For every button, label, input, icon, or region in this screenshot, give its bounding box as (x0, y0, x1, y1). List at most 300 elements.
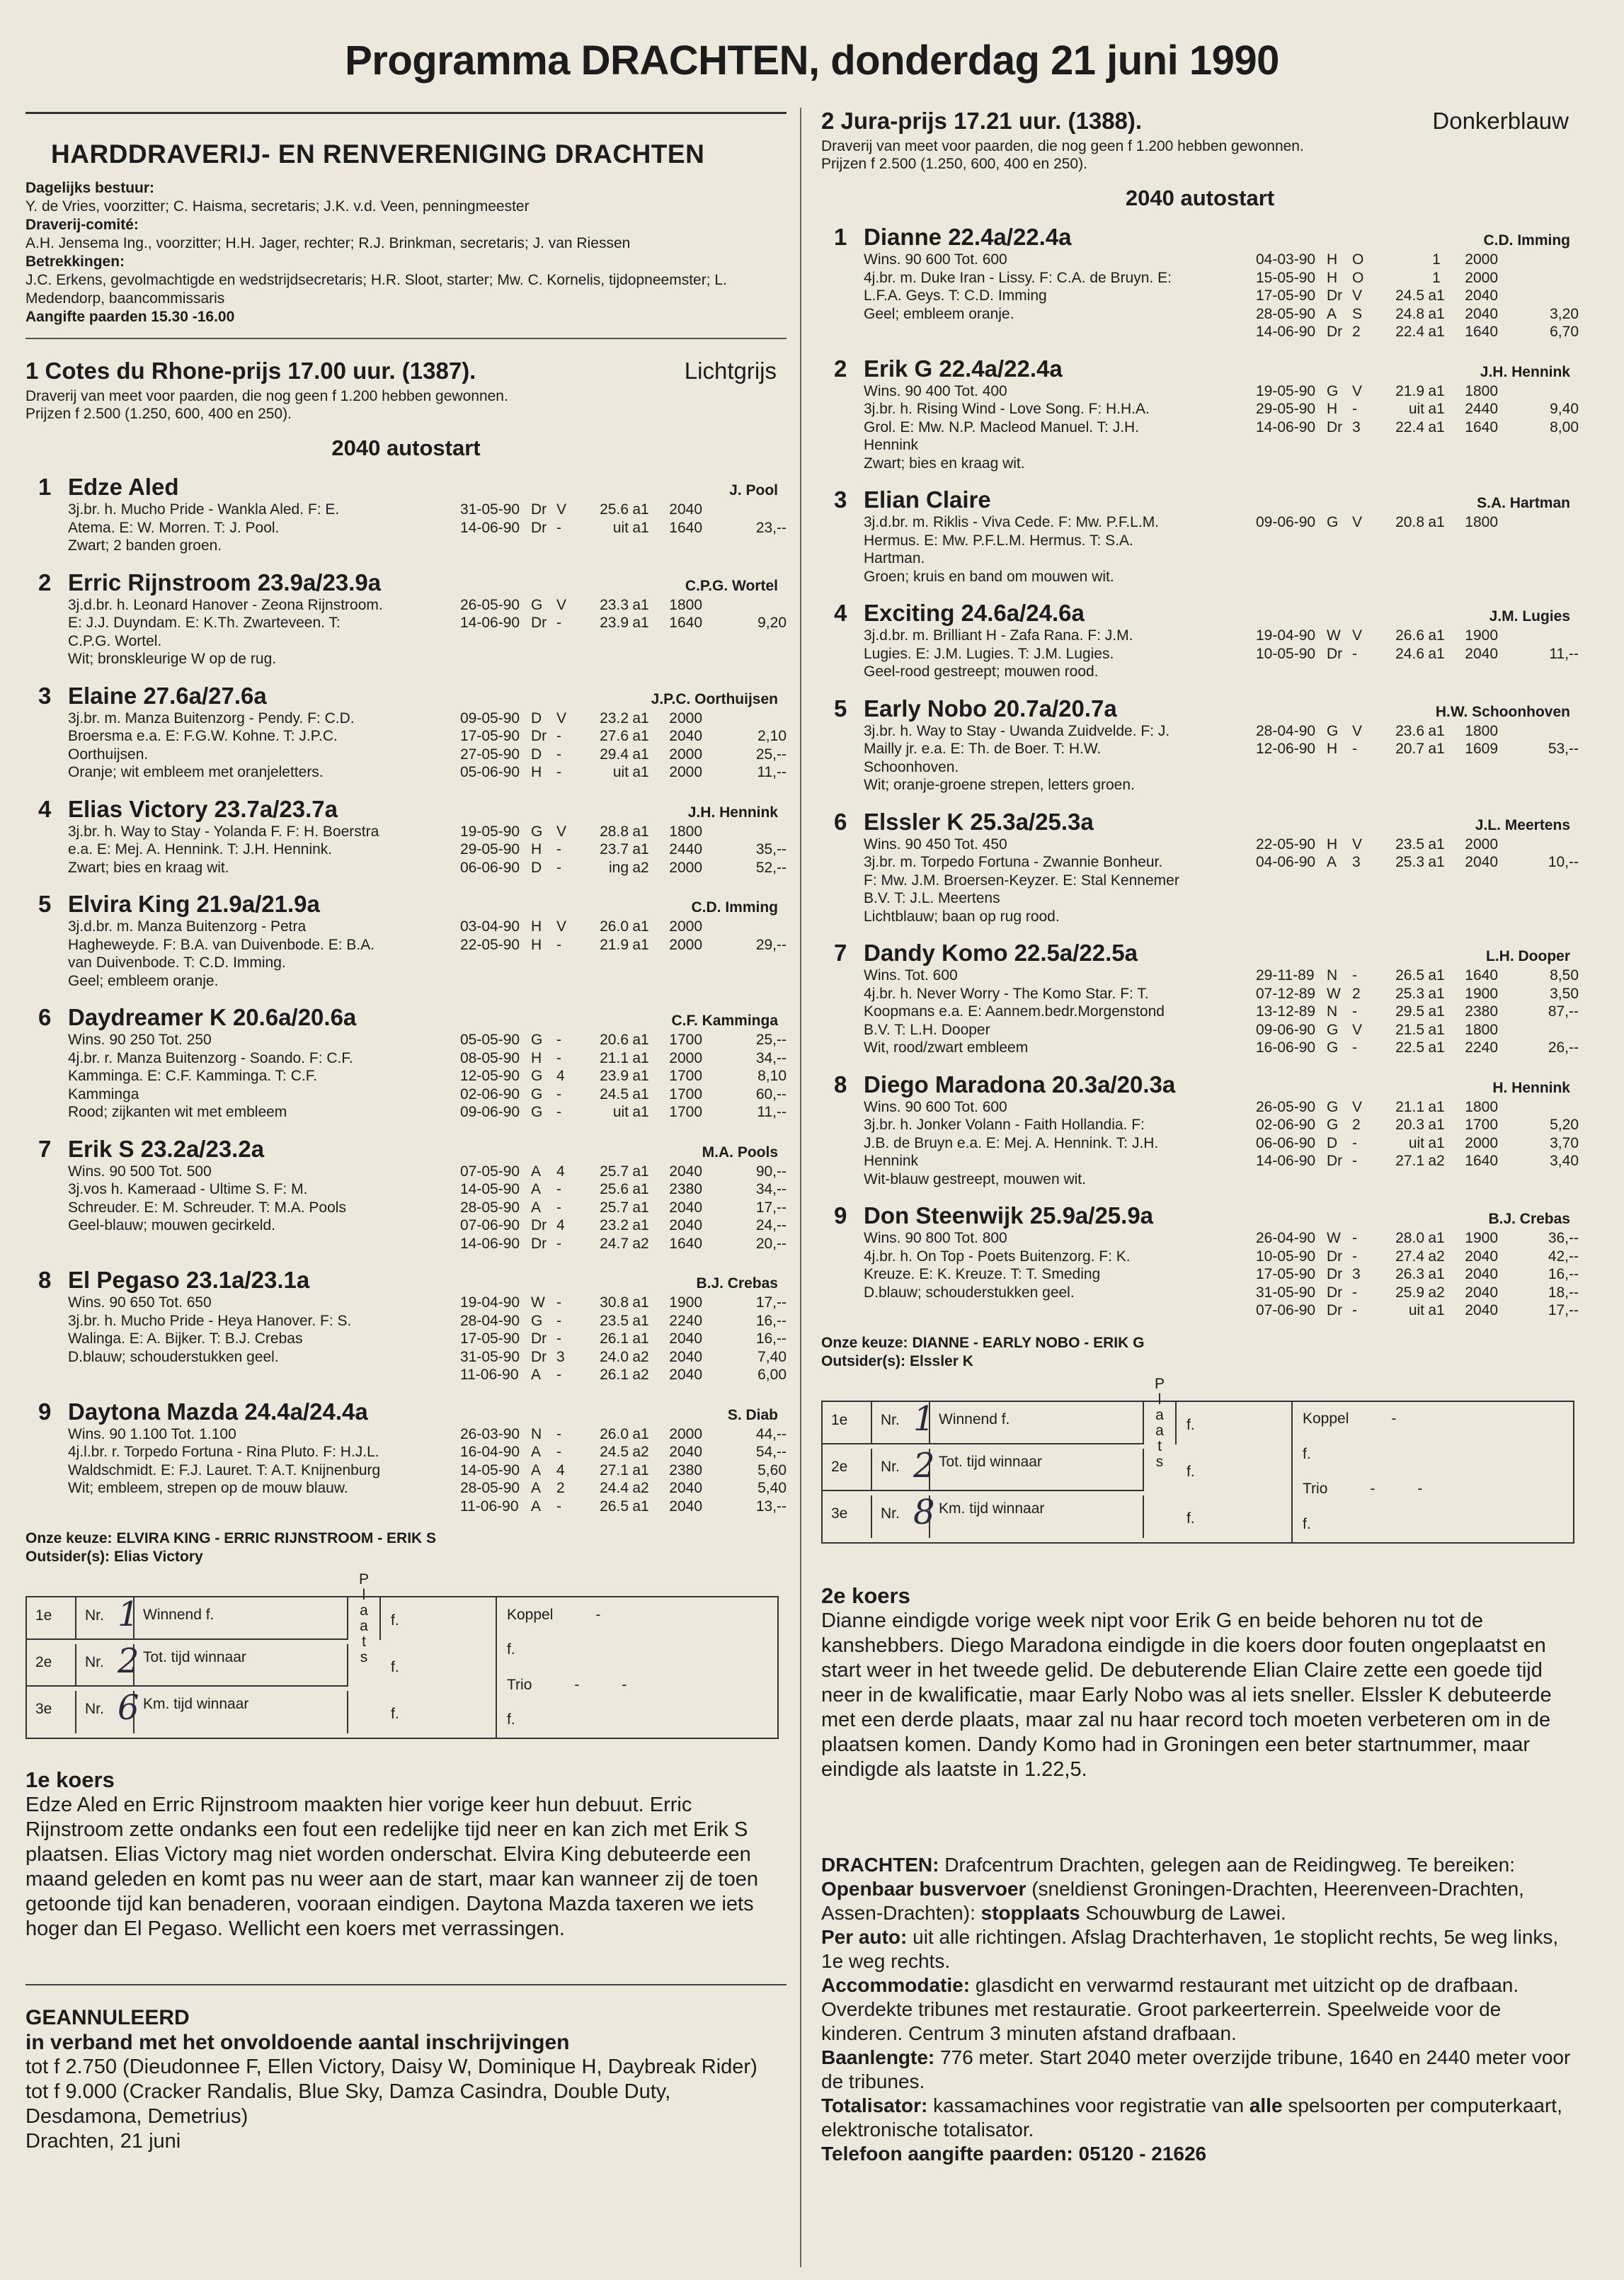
form-row (1256, 305, 1579, 324)
horse-number: 4 (38, 795, 52, 822)
form-row (460, 823, 787, 841)
koppel-dash: - (595, 1606, 601, 1623)
horse-name (38, 1004, 356, 1031)
horse-desc-line: Hartman. (864, 550, 925, 566)
form-cell: 31-05-90 (460, 1348, 520, 1365)
form-row (1256, 967, 1579, 985)
handwritten-number: 8 (913, 1492, 935, 1532)
form-cell: 1800 (1465, 1021, 1498, 1038)
form-cell: V (1352, 382, 1363, 399)
horse-desc-line: Schoonhoven. (864, 758, 959, 775)
form-cell: 31-05-90 (460, 501, 520, 518)
form-cell: a1 (632, 1104, 649, 1120)
form-cell: a1 (632, 1199, 649, 1216)
form-cell: N (1327, 1003, 1338, 1020)
form-cell: V (556, 501, 567, 518)
result-label (135, 1691, 348, 1733)
form-cell: V (556, 823, 567, 840)
form-cell: a1 (632, 1032, 649, 1048)
horse-number: 6 (38, 1004, 52, 1030)
keuze-value: DIANNE - EARLY NOBO - ERIK G (912, 1334, 1145, 1351)
form-cell: a1 (1428, 1117, 1445, 1133)
horse-desc-line: Oorthuijsen. (68, 746, 149, 763)
horse-desc-line: e.a. E: Mej. A. Hennink. T: J.H. Hennink. (68, 841, 333, 857)
form-cell: G (531, 1104, 543, 1120)
form-cell: 20.8 (1395, 514, 1424, 530)
plaats-letter: P (358, 1571, 369, 1588)
venue-info (821, 1853, 1579, 2166)
form-cell: a1 (1428, 627, 1445, 644)
form-cell: 3,40 (1550, 1153, 1579, 1169)
form-cell: a1 (1428, 1230, 1445, 1246)
form-cell: a2 (632, 1480, 649, 1496)
result-place: 1e (823, 1402, 872, 1444)
horse-name (834, 600, 1085, 627)
form-cell: 19-04-90 (460, 1294, 520, 1311)
horse-name-text: Erric Rijnstroom 23.9a/23.9a (68, 569, 382, 595)
form-cell: 2000 (1465, 836, 1498, 853)
horse-name-text: Exciting 24.6a/24.6a (864, 600, 1085, 626)
form-cell: 2040 (669, 1444, 702, 1460)
halte-text: Schouwburg de Lawei. (1085, 1901, 1286, 1924)
form-cell: 2440 (1465, 401, 1498, 417)
horse-desc-line: Lichtblauw; baan op rug rood. (864, 908, 1060, 925)
form-cell: - (1352, 741, 1357, 757)
form-row (1256, 1039, 1579, 1057)
form-cell: 25.3 (1395, 985, 1424, 1002)
horse-form-table (450, 709, 787, 782)
form-cell: 02-06-90 (1256, 1117, 1316, 1133)
form-cell: a1 (632, 823, 649, 840)
form-row (460, 1163, 787, 1181)
form-cell: Dr (531, 1348, 547, 1365)
horse-desc-line: Wit; bronskleurige W op de rug. (68, 651, 277, 667)
form-cell: 5,40 (757, 1480, 787, 1496)
form-cell: 24.8 (1395, 305, 1424, 322)
race1-header (25, 358, 787, 384)
form-cell: - (556, 1367, 561, 1383)
totalisator-label: Totalisator: (821, 2094, 928, 2116)
horse-trainer: B.J. Crebas (696, 1275, 778, 1292)
form-cell: - (556, 1444, 561, 1460)
form-cell: - (1352, 401, 1357, 417)
form-cell: 07-05-90 (460, 1163, 520, 1180)
form-cell: 2040 (1465, 645, 1498, 662)
form-cell: 12-06-90 (1256, 741, 1316, 757)
race2-description (821, 137, 1579, 173)
form-cell: a1 (1428, 401, 1445, 417)
horse-description (864, 1229, 1246, 1320)
form-cell: - (1352, 967, 1357, 984)
horse-trainer: J.H. Hennink (687, 804, 778, 821)
form-cell: 23.2 (600, 709, 629, 726)
horse-trainer: J.M. Lugies (1489, 608, 1570, 625)
form-cell: a2 (632, 1348, 649, 1365)
form-cell: a1 (632, 1425, 649, 1442)
form-cell: 26.1 (600, 1367, 629, 1383)
race1-koers-text: Edze Aled en Erric Rijnstroom maakten hier vorige keer hun debuut. Erric Rijnstroom zette ondanks een fout een redelijke tijd neer en kan zich met Erik S plaatsen. Elias Victory mag niet worden onderschat. Elvira King debuteerde een maand geleden en komt pas nu weer aan de start, maar kan wanneer zij de toen getoonde tijd kan benaderen, vooraan eindigen. Daytona Mazda taxeren we iets hoger dan El Pegaso. Wellicht een koers met verrassingen. (25, 1794, 758, 1940)
form-row (1256, 269, 1579, 287)
bestuur-text: Y. de Vries, voorzitter; C. Haisma, secretaris; J.K. v.d. Veen, penningmeester (25, 198, 530, 215)
form-cell: a1 (632, 501, 649, 518)
form-cell: 09-06-90 (460, 1104, 520, 1120)
form-cell: 04-03-90 (1256, 251, 1316, 268)
club-info (25, 169, 787, 326)
form-cell: a2 (632, 859, 649, 876)
horse-description (864, 251, 1246, 341)
keuze-label: Onze keuze: (25, 1530, 113, 1546)
form-cell: 2000 (669, 1425, 702, 1442)
horse-number: 5 (834, 695, 847, 722)
horse-desc-line: Waldschmidt. E: F.J. Lauret. T: A.T. Knijnenburg (68, 1461, 381, 1478)
form-cell (1498, 627, 1579, 645)
form-cell: a2 (1428, 1284, 1445, 1301)
form-cell: 28-04-90 (460, 1312, 520, 1329)
horse-body (821, 1229, 1579, 1320)
form-cell: 26.3 (1395, 1266, 1424, 1282)
horse-body (25, 709, 787, 782)
race2-header (821, 108, 1579, 135)
form-cell: V (1352, 514, 1363, 530)
form-cell: a1 (632, 936, 649, 953)
form-cell: a1 (632, 746, 649, 763)
form-cell: a1 (632, 519, 649, 536)
form-cell: 11-06-90 (460, 1498, 519, 1515)
page-title: Programma DRACHTEN, donderdag 21 juni 1990 (345, 38, 1279, 84)
form-cell: - (1352, 1134, 1357, 1151)
koppel-trio (497, 1597, 777, 1738)
form-cell: 28-04-90 (1256, 722, 1316, 739)
horse-form-table (1246, 722, 1579, 794)
form-cell: 2000 (1465, 269, 1498, 286)
plaats-letter: s (360, 1649, 368, 1665)
result-nr-label: Nr. (85, 1607, 104, 1624)
plaats-letter: l (362, 1587, 366, 1603)
horse-desc-line: 3j.br. h. Way to Stay - Yolanda F. F: H. Boerstra (68, 823, 379, 840)
form-row (460, 1216, 787, 1235)
form-cell: G (1327, 722, 1339, 739)
form-cell (1378, 251, 1424, 269)
horse-name-text: Daydreamer K 20.6a/20.6a (68, 1004, 357, 1030)
form-cell (702, 918, 787, 936)
horse-name (834, 809, 1094, 836)
horse-form-table (450, 918, 787, 990)
form-cell: a1 (632, 1217, 649, 1233)
form-row (460, 1294, 787, 1312)
horse-desc-line: 3j.d.br. m. Riklis - Viva Cede. F: Mw. P.F.L.M. (864, 514, 1160, 530)
horse-form-table (450, 1163, 787, 1253)
form-cell: 07-06-90 (1256, 1302, 1316, 1318)
race2-koers-title: 2e koers (821, 1583, 910, 1608)
form-cell: 14-06-90 (460, 519, 520, 536)
horse-description (864, 1098, 1246, 1189)
form-cell: a2 (632, 1367, 649, 1383)
form-cell: 9,40 (1550, 401, 1579, 417)
horse-name-text: Erik S 23.2a/23.2a (68, 1135, 265, 1162)
form-cell: - (556, 764, 561, 780)
horse-description (68, 709, 450, 782)
form-cell: H (1327, 741, 1338, 757)
form-cell: 26-05-90 (460, 596, 520, 613)
form-cell: - (556, 728, 561, 744)
form-cell: 2040 (669, 1330, 702, 1347)
form-cell: uit (612, 1104, 629, 1120)
outsider-label: Outsider(s): (25, 1549, 110, 1565)
plaats-letter: a (1155, 1422, 1164, 1439)
form-cell: G (531, 1068, 543, 1084)
form-cell: 2 (1352, 1117, 1361, 1133)
form-cell: Dr (531, 501, 547, 518)
form-cell: a1 (632, 764, 649, 780)
form-cell: - (556, 746, 561, 763)
form-cell: a1 (632, 1498, 649, 1515)
form-cell: 17-05-90 (460, 1330, 520, 1347)
form-row (460, 1031, 787, 1049)
form-row (460, 1312, 787, 1330)
form-cell (702, 501, 787, 519)
horse-desc-line: Geel; embleem oranje. (864, 305, 1014, 322)
form-cell: 5,60 (757, 1461, 787, 1478)
race2-desc-line: Draverij van meet voor paarden, die nog geen f 1.200 hebben gewonnen. (821, 138, 1304, 154)
form-cell: Dr (1327, 1248, 1343, 1265)
form-cell: 18,-- (1548, 1284, 1579, 1301)
form-cell: 1 (1432, 269, 1441, 286)
race1-desc-line: Draverij van meet voor paarden, die nog geen f 1.200 hebben gewonnen. (25, 388, 508, 404)
form-cell: G (531, 596, 543, 613)
form-cell: 16,-- (1548, 1266, 1579, 1282)
form-cell: 05-05-90 (460, 1032, 520, 1048)
horse-body (821, 251, 1579, 341)
form-cell: a1 (632, 1294, 649, 1311)
form-cell: a1 (1428, 967, 1445, 984)
form-cell: 16,-- (755, 1312, 787, 1329)
form-cell: a1 (1428, 741, 1445, 757)
horse-entry (821, 600, 1579, 681)
plaats-letter: s (1155, 1453, 1164, 1470)
horse-form-table (450, 1294, 787, 1384)
horse-desc-line: Wit; embleem, strepen op de mouw blauw. (68, 1480, 348, 1496)
form-cell: 16-04-90 (460, 1444, 520, 1460)
horse-name (834, 486, 991, 513)
form-cell: 11,-- (1549, 645, 1579, 662)
race1-horse-list (25, 474, 787, 1515)
horse-name-text: Elias Victory 23.7a/23.7a (68, 795, 338, 822)
horse-desc-line: B.V. T: J.L. Meertens (864, 890, 1000, 906)
horse-form-table (1246, 513, 1579, 586)
form-cell: 90,-- (755, 1163, 787, 1180)
form-cell: 1640 (1465, 1153, 1498, 1169)
form-cell: 8,50 (1550, 967, 1579, 984)
form-cell: 19-05-90 (460, 823, 520, 840)
koppel-label: Koppel (1303, 1410, 1349, 1427)
result-nr-cell (76, 1641, 139, 1687)
horse-number: 7 (834, 940, 847, 966)
result-label (930, 1495, 1144, 1538)
race2-result-table (821, 1375, 1574, 1544)
form-cell: 29.5 (1395, 1003, 1424, 1020)
form-cell: 23,-- (755, 519, 787, 536)
horse-name (834, 355, 1063, 382)
race2-keuze (821, 1334, 1579, 1352)
trio-f: f. (507, 1711, 515, 1728)
horse-desc-line: Geel-rood gestreept; mouwen rood. (864, 663, 1099, 680)
form-cell: 3 (1352, 418, 1361, 435)
form-cell: a1 (632, 1461, 649, 1478)
form-cell: G (531, 1032, 543, 1048)
form-cell: 4 (556, 1068, 565, 1084)
form-cell: 2380 (669, 1461, 702, 1478)
form-cell: 2040 (669, 1348, 702, 1365)
horse-header (821, 1202, 1579, 1229)
horse-number: 2 (834, 355, 847, 382)
race2-prize-line: Prijzen f 2.500 (1.250, 600, 400 en 250). (821, 156, 1087, 172)
form-cell: D (1327, 1134, 1338, 1151)
horse-trainer: M.A. Pools (702, 1144, 778, 1161)
horse-entry (25, 1398, 787, 1516)
horse-name-text: Early Nobo 20.7a/20.7a (864, 695, 1117, 722)
form-cell: N (531, 1425, 542, 1442)
form-cell (1378, 269, 1424, 287)
form-cell: 25.7 (600, 1199, 629, 1216)
form-cell: 28-05-90 (460, 1199, 520, 1216)
horse-form-table (1246, 251, 1579, 341)
horse-desc-line: 4j.br. r. Manza Buitenzorg - Soando. F: C.F. (68, 1049, 353, 1066)
form-row (460, 1330, 787, 1348)
form-cell: - (1352, 1302, 1357, 1318)
result-place: 3e (823, 1495, 872, 1538)
form-cell: 12-05-90 (460, 1068, 520, 1084)
form-cell: 2000 (1465, 251, 1498, 268)
horse-name-text: Don Steenwijk 25.9a/25.9a (864, 1202, 1154, 1229)
form-row (1256, 1265, 1579, 1284)
form-cell: a2 (1428, 1248, 1445, 1265)
form-cell: 22.4 (1395, 324, 1424, 340)
form-cell: 26,-- (1548, 1039, 1579, 1056)
form-cell: A (531, 1444, 542, 1460)
form-cell: Dr (1327, 1284, 1343, 1301)
horse-description (68, 1163, 450, 1253)
form-row (1256, 853, 1579, 872)
form-row (460, 1498, 787, 1516)
form-cell: G (1327, 514, 1339, 530)
form-cell: 2000 (669, 936, 702, 953)
form-cell: 27-05-90 (460, 746, 520, 763)
form-cell: 27.6 (600, 728, 629, 744)
totalisator-text-c: spelsoorten per computerkaart, elektronische totalisator. (821, 2094, 1562, 2141)
form-cell: a1 (1428, 324, 1445, 340)
plaats-label (1144, 1375, 1177, 1470)
horse-name-text: Daytona Mazda 24.4a/24.4a (68, 1398, 368, 1425)
koppel-label: Koppel (507, 1606, 554, 1623)
race2-outsider (821, 1352, 1579, 1371)
form-row (460, 501, 787, 519)
plaats-letter: a (360, 1618, 368, 1634)
form-cell: 05-06-90 (460, 764, 520, 780)
form-cell: W (1327, 985, 1341, 1002)
form-cell: 23.7 (600, 841, 629, 857)
form-cell: A (531, 1163, 542, 1180)
horse-name-text: Elaine 27.6a/27.6a (68, 682, 267, 709)
form-cell: N (1327, 967, 1338, 984)
race1-keuze (25, 1529, 787, 1548)
form-cell: 1800 (1465, 1098, 1498, 1115)
form-cell: H (1327, 836, 1338, 853)
form-cell: 2040 (1465, 854, 1498, 870)
form-cell: 52,-- (755, 859, 787, 876)
bus-label: Openbaar busvervoer (821, 1877, 1027, 1900)
auto-label: Per auto: (821, 1925, 908, 1948)
form-cell: 23.9 (600, 615, 629, 631)
form-cell: 1640 (669, 615, 702, 631)
form-cell: - (556, 859, 561, 876)
form-cell (1498, 1098, 1579, 1117)
form-cell: - (556, 1104, 561, 1120)
form-row (460, 1461, 787, 1480)
keuze-value: ELVIRA KING - ERRIC RIJNSTROOM - ERIK S (116, 1530, 437, 1546)
form-cell: W (531, 1294, 545, 1311)
form-row (1256, 645, 1579, 663)
form-cell: 13,-- (755, 1498, 787, 1515)
horse-entry (25, 1004, 787, 1122)
form-cell: - (556, 841, 561, 857)
horse-body (25, 1031, 787, 1122)
form-cell: V (556, 918, 567, 935)
form-cell: 09-05-90 (460, 709, 520, 726)
horse-body (821, 967, 1579, 1057)
form-cell: a1 (1428, 985, 1445, 1002)
form-cell: 25,-- (755, 746, 787, 763)
form-cell: D (531, 709, 542, 726)
form-cell: 60,-- (755, 1085, 787, 1102)
horse-entry (25, 1267, 787, 1384)
bus-text: (sneldienst Groningen-Drachten, Heerenveen-Drachten, Assen-Drachten): (821, 1877, 1524, 1924)
form-cell: 19-05-90 (1256, 382, 1316, 399)
horse-desc-line: Rood; zijkanten wit met embleem (68, 1104, 287, 1120)
form-cell: 53,-- (1548, 741, 1579, 757)
form-cell: Dr (531, 1235, 547, 1252)
horse-header (821, 940, 1579, 967)
form-cell: Dr (1327, 1153, 1343, 1169)
form-cell (1498, 836, 1579, 854)
horse-name-text: Dianne 22.4a/22.4a (864, 224, 1072, 250)
result-nr-label: Nr. (881, 1411, 900, 1428)
horse-trainer: C.F. Kamminga (671, 1013, 778, 1029)
horse-form-table (450, 1425, 787, 1516)
form-cell: a1 (632, 1085, 649, 1102)
form-cell: H (531, 1049, 542, 1066)
form-cell: 26.5 (600, 1498, 629, 1515)
horse-desc-line: Geel; embleem oranje. (68, 972, 219, 989)
form-cell (1498, 287, 1579, 305)
trio-dash: - (622, 1676, 627, 1693)
koppel-f: f. (1303, 1445, 1311, 1462)
form-cell: 3 (1352, 854, 1361, 870)
form-cell: V (1352, 722, 1363, 739)
horse-desc-line: 3j.br. h. Mucho Pride - Wankla Aled. F: E. (68, 501, 340, 518)
form-cell: 22-05-90 (460, 936, 520, 953)
horse-trainer: S. Diab (727, 1406, 778, 1423)
horse-body (25, 596, 787, 668)
form-cell: 1900 (669, 1294, 702, 1311)
race1-description (25, 387, 787, 423)
horse-name (834, 224, 1072, 251)
form-cell: H (531, 936, 542, 953)
horse-desc-line: Kamminga (68, 1085, 139, 1102)
form-row (1256, 722, 1579, 741)
form-cell: - (1352, 1248, 1357, 1265)
horse-header (25, 1398, 787, 1425)
form-cell: 23.2 (600, 1217, 629, 1233)
